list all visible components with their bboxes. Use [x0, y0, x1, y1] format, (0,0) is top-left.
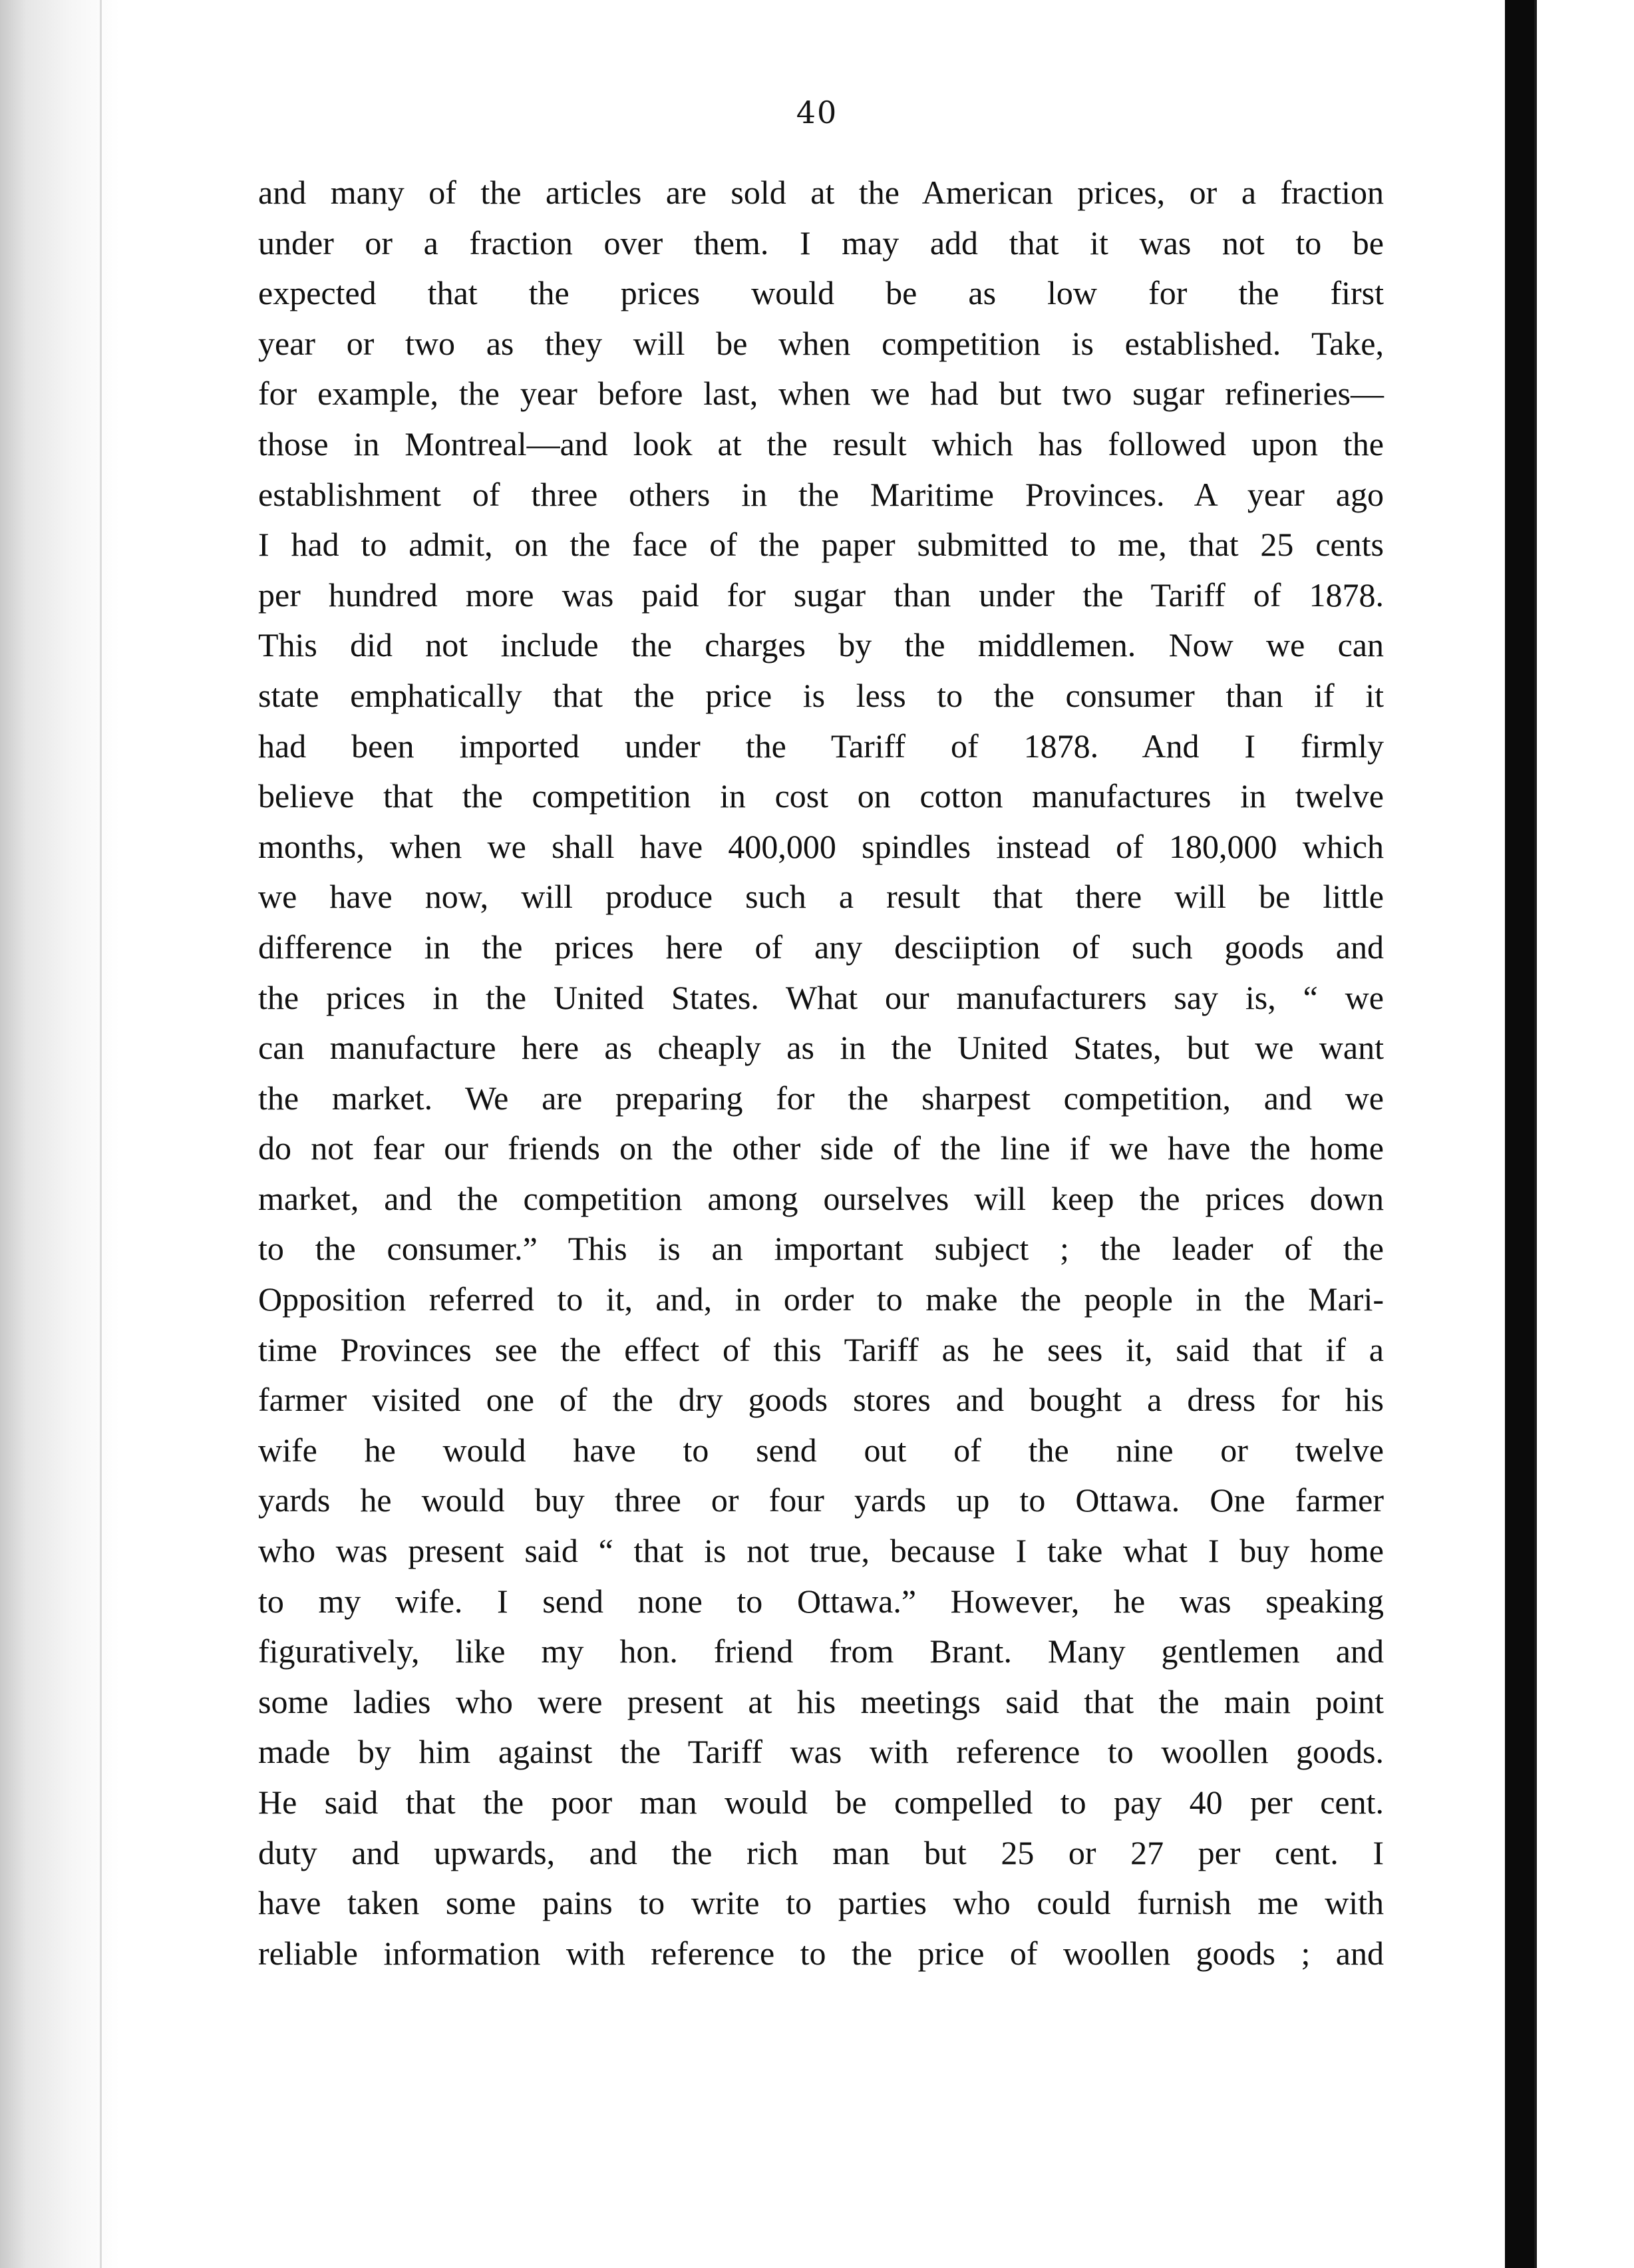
text-line: establishment of three others in the Maritime Provinces. A year ago — [258, 475, 1384, 513]
text-line: reliable information with reference to the price of woollen goods ; and — [258, 1934, 1384, 1972]
text-line: Opposition referred to it, and, in order to make the people in the Mari- — [258, 1280, 1384, 1318]
text-line: duty and upwards, and the rich man but 25 or 27 per cent. I — [258, 1833, 1384, 1871]
text-line: year or two as they will be when competition is established. Take, — [258, 324, 1384, 362]
text-line: months, when we shall have 400,000 spindles instead of 180,000 which — [258, 827, 1384, 865]
text-line: the market. We are preparing for the sharpest competition, and we — [258, 1079, 1384, 1117]
text-line: can manufacture here as cheaply as in the United States, but we want — [258, 1029, 1384, 1067]
text-line: those in Montreal—and look at the result which has followed upon the — [258, 425, 1384, 463]
text-line: He said that the poor man would be compelled to pay 40 per cent. — [258, 1784, 1384, 1821]
binding-gutter-edge — [100, 0, 102, 2268]
text-line: market, and the competition among ourselves will keep the prices down — [258, 1179, 1384, 1217]
text-line: do not fear our friends on the other side of the line if we have the home — [258, 1129, 1384, 1167]
scan-border-right — [1505, 0, 1534, 2268]
text-line: to my wife. I send none to Ottawa.” However, he was speaking — [258, 1582, 1384, 1620]
text-line: difference in the prices here of any desciiption of such goods and — [258, 928, 1384, 966]
facing-page-edge — [1534, 0, 1634, 2268]
text-line: some ladies who were present at his meetings said that the main point — [258, 1682, 1384, 1720]
text-line: I had to admit, on the face of the paper submitted to me, that 25 cents — [258, 526, 1384, 564]
body-text — [258, 168, 1384, 1979]
text-line: who was present said “ that is not true, because I take what I buy home — [258, 1532, 1384, 1570]
text-line: farmer visited one of the dry goods stores and bought a dress for his — [258, 1381, 1384, 1419]
text-line: the prices in the United States. What our manufacturers say is, “ we — [258, 978, 1384, 1016]
text-line: and many of the articles are sold at the American prices, or a fraction — [258, 174, 1384, 211]
text-line: to the consumer.” This is an important subject ; the leader of the — [258, 1230, 1384, 1268]
text-line: made by him against the Tariff was with reference to woollen goods. — [258, 1733, 1384, 1771]
text-line: expected that the prices would be as low for the first — [258, 274, 1384, 312]
text-line: time Provinces see the effect of this Tariff as he sees it, said that if a — [258, 1330, 1384, 1368]
page-number: 40 — [796, 94, 838, 130]
text-line: per hundred more was paid for sugar than under the Tariff of 1878. — [258, 576, 1384, 614]
text-line: under or a fraction over them. I may add that it was not to be — [258, 224, 1384, 262]
text-line: This did not include the charges by the middlemen. Now we can — [258, 626, 1384, 664]
text-line: yards he would buy three or four yards up to Ottawa. One farmer — [258, 1481, 1384, 1519]
text-line: state emphatically that the price is less to the consumer than if it — [258, 676, 1384, 714]
text-line: wife he would have to send out of the nine or twelve — [258, 1431, 1384, 1469]
text-line: have taken some pains to write to parties who could furnish me with — [258, 1884, 1384, 1922]
text-line: had been imported under the Tariff of 1878. And I firmly — [258, 727, 1384, 765]
text-line: for example, the year before last, when we had but two sugar refineries— — [258, 375, 1384, 413]
text-line: figuratively, like my hon. friend from Brant. Many gentlemen and — [258, 1632, 1384, 1670]
binding-gutter-shadow — [0, 0, 120, 2268]
text-line: we have now, will produce such a result that there will be little — [258, 878, 1384, 916]
text-line: believe that the competition in cost on cotton manufactures in twelve — [258, 777, 1384, 815]
